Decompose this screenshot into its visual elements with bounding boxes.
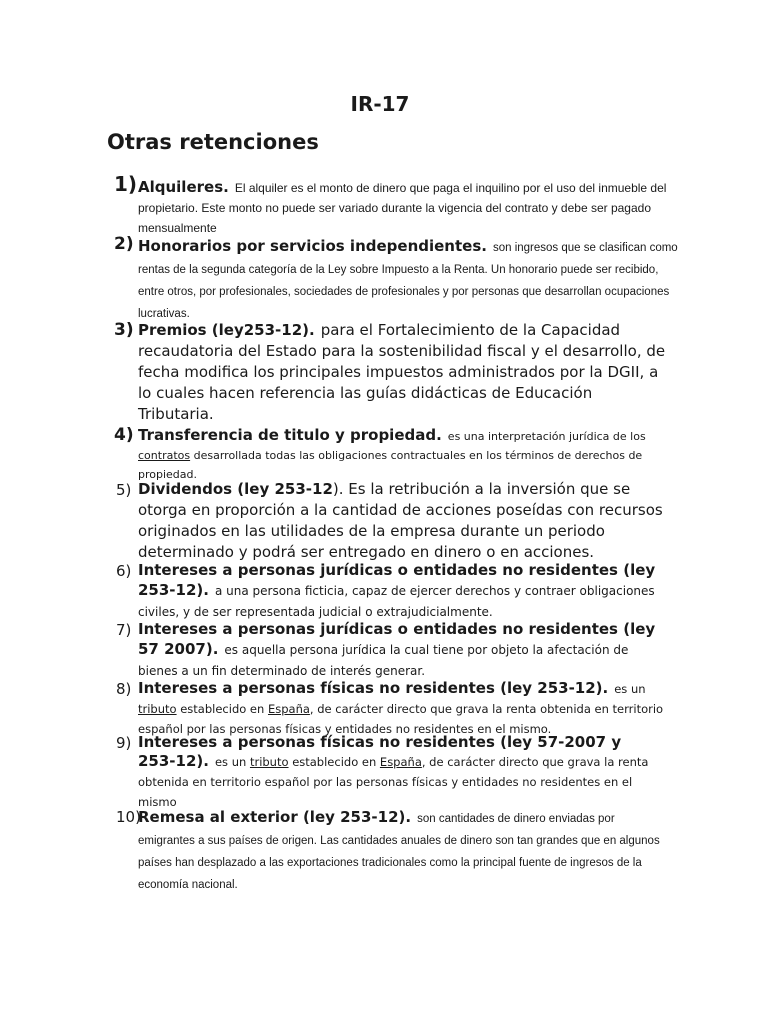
item-heading: Alquileres (138, 178, 224, 196)
list-item-number: 1) (114, 172, 138, 196)
item-text: es aquella persona jurídica la cual tiene por objeto la afectación de bienes a un fin determinado de interés generar. (138, 643, 629, 678)
contratos-link[interactable]: contratos (138, 449, 191, 462)
item-heading: Transferencia de titulo y propiedad. (138, 426, 442, 444)
list-item: Intereses a personas físicas no residentes (ley 57-2007 y 253-12). es un tributo establecido en España, de carácter directo que grava la renta obtenida en territorio español por las personas físicas y entidades no residentes en el mismo (138, 733, 649, 809)
list-item: Premios (ley253-12). para el Fortalecimiento de la Capacidad recaudatoria del Estado para la sostenibilidad fiscal y el desarrollo, de fecha modifica los principales impuestos administrados por la DGII, a lo cuales hacen referencia las guías didácticas de Educación Tributaria. (138, 321, 666, 423)
item-text: es una interpretación jurídica de los (447, 430, 646, 443)
list-item: Transferencia de titulo y propiedad. es una interpretación jurídica de los contratos desarrollada todas las obligaciones contractuales en los términos de derechos de propiedad. (138, 426, 646, 481)
list-item-number: 6) (116, 562, 132, 580)
list-item (138, 479, 668, 563)
item-text: son ingresos que se clasifican como rentas de la segunda categoría de la Ley sobre Impuesto a la Renta. Un honorario puede ser recibido, entre otros, por profesionales, sociedades de profesionales y por personas que desarrollan ocupaciones lucrativas. (138, 242, 678, 320)
item-text: a una persona ficticia, capaz de ejercer derechos y contraer obligaciones civiles, y de ser representada judicial o extrajudicialmente. (138, 584, 655, 619)
item-text: ). Es la retribución a la inversión que se otorga en proporción a la cantidad de acciones poseídas con recursos originados en las utilidades de la empresa durante un periodo determinado y podrá ser entregado en dinero o en acciones. (138, 480, 663, 561)
item-heading: Remesa al exterior (ley 253-12) (138, 808, 406, 826)
item-heading: Intereses a personas jurídicas o entidades no residentes (ley 57 2007) (138, 620, 656, 658)
list-item: Intereses a personas físicas no residentes (ley 253-12). es un tributo establecido en España, de carácter directo que grava la renta obtenida en territorio español por las personas físicas y entidades no residentes en el mismo. (138, 679, 664, 736)
item-text: para el Fortalecimiento de la Capacidad recaudatoria del Estado para la sostenibilidad fiscal y el desarrollo, de fecha modifica los principales impuestos administrados por la DGII, a lo cuales hacen referencia las guías didácticas de Educación Tributaria. (138, 321, 666, 423)
list-item-number: 4) (114, 425, 134, 445)
list-item-number: 10) (116, 808, 141, 826)
list-item-number: 2) (114, 234, 134, 254)
item-heading: Intereses a personas jurídicas o entidades no residentes (ley 253-12) (138, 561, 656, 599)
list-item: Remesa al exterior (ley 253-12). son cantidades de dinero enviadas por emigrantes a sus países de origen. Las cantidades anuales de dinero son tan grandes que en algunos países han desplazado a las exportaciones tradicionales como la principal fuente de ingresos de la economía nacional. (138, 808, 660, 891)
list-item: Alquileres. El alquiler es el monto de dinero que paga el inquilino por el uso del inmueble del propietario. Este monto no puede ser variado durante la vigencia del contrato y debe ser pagado mensualmente (138, 178, 667, 235)
item-text: es un (614, 682, 646, 696)
section-heading: Otras retenciones (107, 130, 319, 154)
list-item (138, 235, 678, 325)
espana-link[interactable]: España (267, 702, 310, 716)
list-item: Intereses a personas jurídicas o entidades no residentes (ley 57 2007). es aquella persona jurídica la cual tiene por objeto la afectación de bienes a un fin determinado de interés generar. (138, 620, 656, 678)
item-text: son cantidades de dinero enviadas por emigrantes a sus países de origen. Las cantidades anuales de dinero son tan grandes que en algunos países han desplazado a las exportaciones tradicionales como la principal fuente de ingresos de la economía nacional. (138, 813, 660, 891)
list-item-number: 5) (116, 481, 132, 499)
list-item-number: 9) (116, 734, 132, 752)
tributo-link[interactable]: tributo (249, 755, 289, 769)
document-title: IR-17 (350, 92, 410, 116)
item-heading: Premios (ley253-12) (138, 321, 310, 339)
item-heading: Honorarios por servicios independientes. (138, 237, 487, 255)
item-text: El alquiler es el monto de dinero que paga el inquilino por el uso del inmueble del propietario. Este monto no puede ser variado durante la vigencia del contrato y debe ser pagado mensualmente (138, 181, 667, 235)
list-item-number: 3) (114, 320, 134, 340)
espana-link[interactable]: España (379, 755, 422, 769)
tributo-link[interactable]: tributo (138, 702, 177, 716)
list-item: Intereses a personas jurídicas o entidades no residentes (ley 253-12). a una persona ficticia, capaz de ejercer derechos y contraer obligaciones civiles, y de ser representada judicial o extrajudicialmente. (138, 561, 656, 619)
item-heading: Intereses a personas físicas no residentes (ley 253-12) (138, 679, 603, 697)
list-item-number: 8) (116, 680, 132, 698)
item-heading: Intereses a personas físicas no residentes (ley 57-2007 y 253-12) (138, 733, 622, 770)
item-heading: Dividendos (ley 253-12 (138, 480, 333, 498)
item-text: es un (214, 755, 247, 769)
list-item-number: 7) (116, 621, 132, 639)
